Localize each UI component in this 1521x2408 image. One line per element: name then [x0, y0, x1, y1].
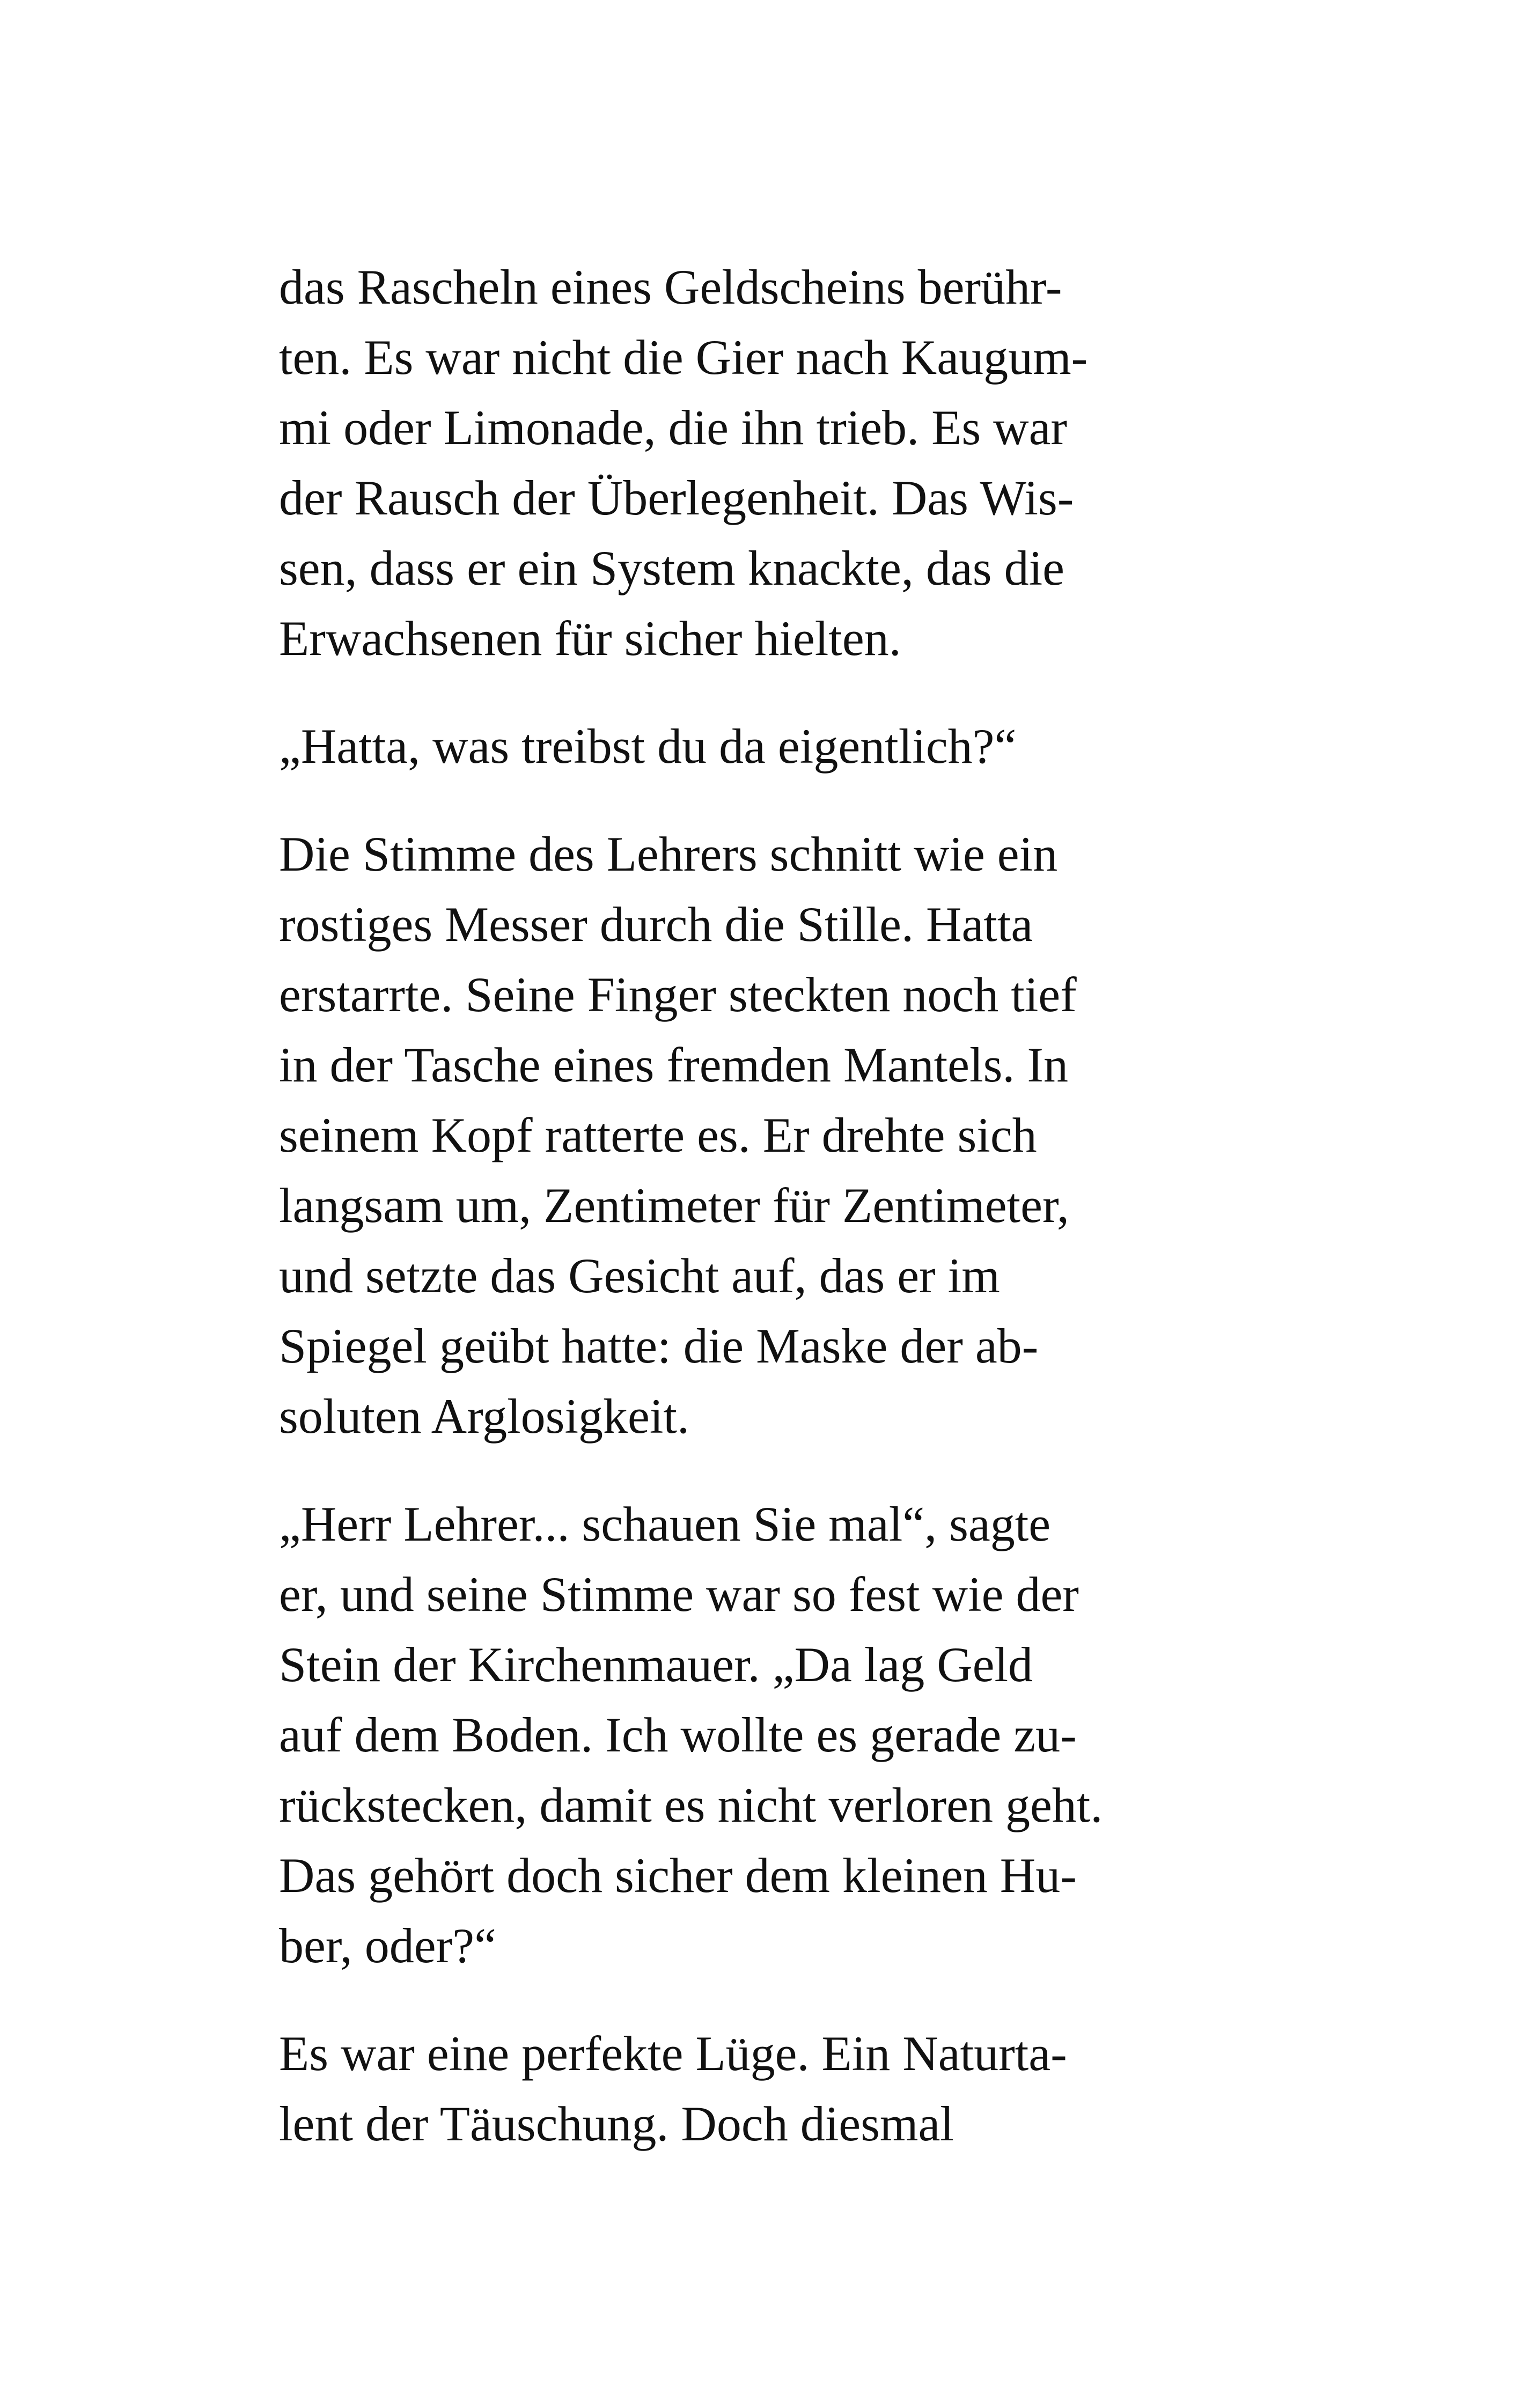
text-line: „Herr Lehrer... schauen Sie mal“, sagte: [279, 1497, 1051, 1551]
text-line: Es war eine perfekte Lüge. Ein Naturta-: [279, 2026, 1067, 2081]
paragraph: [279, 252, 1245, 674]
text-line: Erwachsenen für sicher hielten.: [279, 611, 901, 666]
text-line: mi oder Limonade, die ihn trieb. Es war: [279, 400, 1068, 455]
text-line: das Rascheln eines Geldscheins berühr-: [279, 260, 1062, 314]
text-line: in der Tasche eines fremden Mantels. In: [279, 1037, 1069, 1092]
text-line: lent der Täuschung. Doch diesmal: [279, 2096, 954, 2151]
paragraph: [279, 2019, 1245, 2159]
text-line: er, und seine Stimme war so fest wie der: [279, 1567, 1079, 1622]
text-line: Die Stimme des Lehrers schnitt wie ein: [279, 827, 1058, 881]
text-line: erstarrte. Seine Finger steckten noch tief: [279, 967, 1077, 1022]
text-line: rostiges Messer durch die Stille. Hatta: [279, 897, 1033, 952]
text-line: sen, dass er ein System knackte, das die: [279, 541, 1064, 595]
text-line: auf dem Boden. Ich wollte es gerade zu-: [279, 1707, 1077, 1762]
text-line: soluten Arglosigkeit.: [279, 1389, 689, 1444]
text-line: der Rausch der Überlegenheit. Das Wis-: [279, 470, 1074, 525]
paragraph: [279, 819, 1245, 1452]
text-line: ten. Es war nicht die Gier nach Kaugum-: [279, 330, 1088, 385]
text-line: Spiegel geübt hatte: die Maske der ab-: [279, 1319, 1039, 1373]
body-text: [279, 252, 1245, 2197]
text-line: seinem Kopf ratterte es. Er drehte sich: [279, 1108, 1037, 1162]
text-line: und setzte das Gesicht auf, das er im: [279, 1248, 1000, 1303]
text-line: „Hatta, was treibst du da eigentlich?“: [279, 719, 1017, 774]
paragraph: [279, 711, 1245, 782]
text-line: Stein der Kirchenmauer. „Da lag Geld: [279, 1637, 1033, 1692]
text-line: rückstecken, damit es nicht verloren geht.: [279, 1778, 1103, 1832]
paragraph: [279, 1489, 1245, 1981]
text-line: langsam um, Zentimeter für Zentimeter,: [279, 1178, 1069, 1233]
text-line: ber, oder?“: [279, 1918, 496, 1973]
text-line: Das gehört doch sicher dem kleinen Hu-: [279, 1848, 1077, 1903]
